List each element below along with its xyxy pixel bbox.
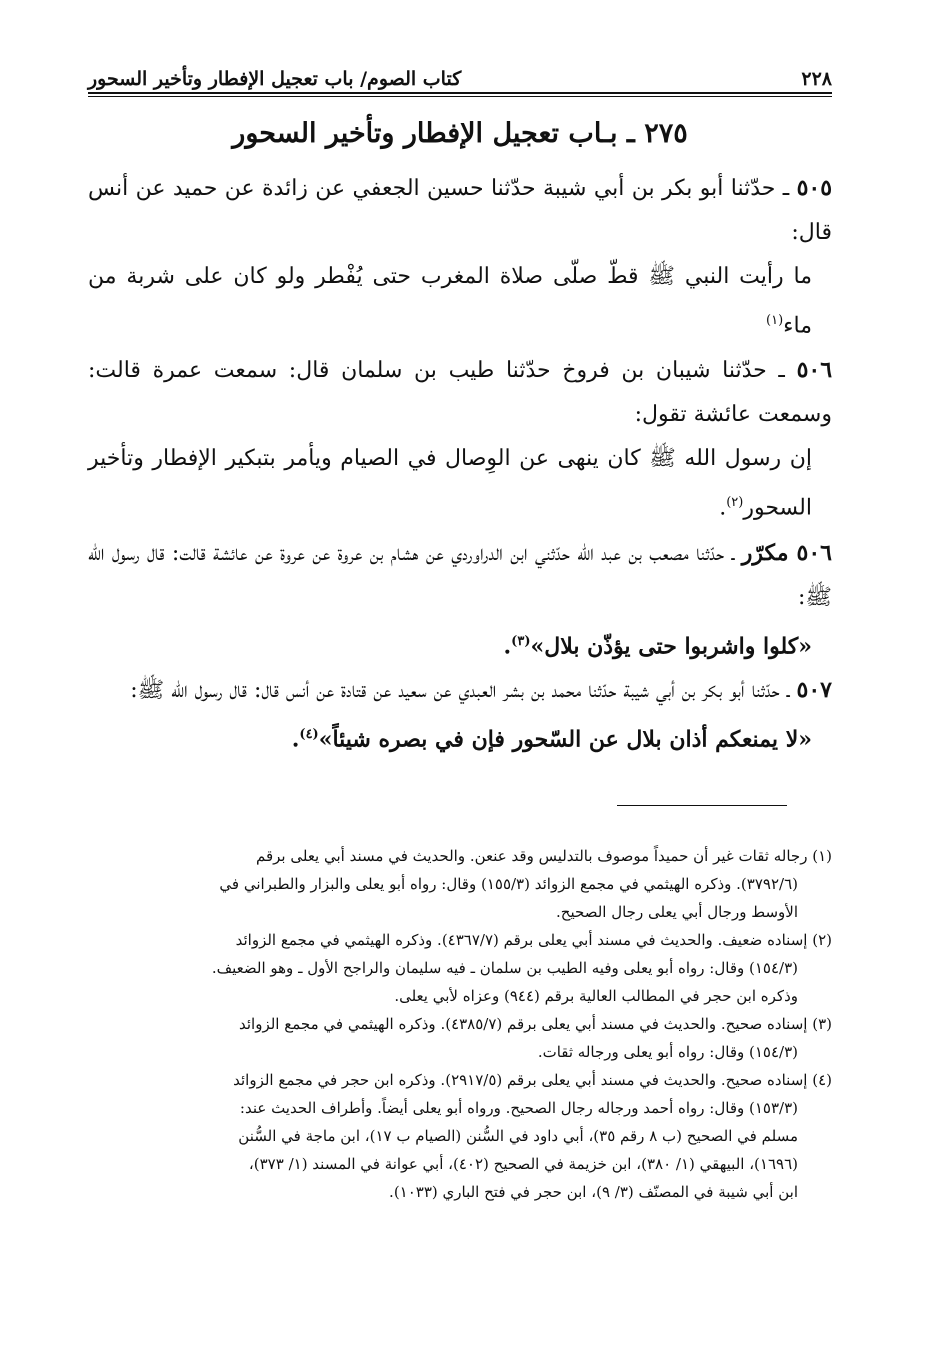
footnote-marker: (١) bbox=[812, 847, 832, 865]
footnote-line: (١٥٣/٣) وقال: رواه أحمد ورجاله رجال الصحيح. ورواه أبو يعلى أيضاً. وأطراف الحديث عند: bbox=[239, 1099, 798, 1117]
footnote-line: وذكره ابن حجر في المطالب العالية برقم (٩٤٤) وعزاه لأبي يعلى. bbox=[394, 987, 798, 1005]
footnote-marker: (٢) bbox=[812, 931, 832, 949]
isnad-text: ـ حدّثنا شيبان بن فروخ حدّثنا طيب بن سلمان قال: سمعت عمرة قالت: وسمعت عائشة تقول: bbox=[88, 358, 832, 428]
footnote-marker: (٣) bbox=[812, 1015, 832, 1033]
header-rule bbox=[88, 92, 832, 94]
footnote-line bbox=[88, 1066, 832, 1094]
running-title: كتاب الصوم/ باب تعجيل الإفطار وتأخير السحور bbox=[88, 68, 462, 90]
footnote-line: مسلم في الصحيح (ب ٨ رقم ٣٥)، أبي داود في السُّنن (الصيام ب ١٧)، ابن ماجة في السُّنن bbox=[238, 1127, 798, 1145]
hadith-number: ٥٠٥ bbox=[796, 175, 833, 201]
hadith-matn: إن رسول الله ﷺ كان ينهى عن الوِصال في الصيام ويأمر بتبكير الإفطار وتأخير السحور$^{(٢)}$. bbox=[88, 446, 812, 521]
hadith-isnad bbox=[88, 166, 832, 255]
footnote-ref[interactable]: (١) bbox=[766, 313, 784, 328]
running-header bbox=[88, 56, 832, 90]
main-text bbox=[88, 166, 832, 761]
footnote-line bbox=[88, 842, 832, 870]
footnote-text: إسناده صحيح. والحديث في مسند أبي يعلى برقم (٢٩١٧/٥). وذكره ابن حجر في مجمع الزوائد bbox=[233, 1071, 808, 1089]
hadith-isnad bbox=[88, 668, 832, 713]
header-rule-thin bbox=[88, 96, 832, 97]
hadith-isnad bbox=[88, 348, 832, 437]
footnote-separator bbox=[617, 805, 787, 806]
footnote-ref[interactable]: (٢) bbox=[726, 495, 744, 511]
footnote-line: (١٥٤/٣) وقال: رواه أبو يعلى ورجاله ثقات. bbox=[537, 1043, 798, 1061]
footnote-line: ابن أبي شيبة في المصنّف (٣/ ٩)، ابن حجر في فتح الباري (١٠٣٣). bbox=[389, 1183, 798, 1201]
footnote-text: إسناده صحيح. والحديث في مسند أبي يعلى برقم (٤٣٨٥/٧). وذكره الهيثمي في مجمع الزوائد bbox=[239, 1015, 808, 1033]
matn-text: ما رأيت النبي ﷺ قطّ صلّى صلاة المغرب حتى يُفْطر ولو كان على شربة من ماء bbox=[88, 264, 812, 339]
matn-text: «كلوا واشربوا حتى يؤذّن بلال» bbox=[530, 632, 812, 659]
footnote-line: الأوسط ورجال أبي يعلى رجال الصحيح. bbox=[556, 903, 798, 921]
matn-text: إن رسول الله ﷺ كان ينهى عن الوِصال في الصيام ويأمر بتبكير الإفطار وتأخير السحور bbox=[88, 446, 812, 521]
footnote-line: (١٥٤/٣) وقال: رواه أبو يعلى وفيه الطيب بن سلمان ـ فيه سليمان والراجح الأول ـ وهو الضعيف. bbox=[211, 959, 798, 977]
hadith-isnad bbox=[88, 531, 832, 620]
footnote-marker: (٤) bbox=[812, 1071, 832, 1089]
footnote-line bbox=[88, 926, 832, 954]
isnad-text: ـ حدّثنا مصعب بن عبد الله حدّثني ابن الدراوردي عن هشام بن عروة عن عروة عن عائشة قالت: قال رسول الله ﷺ: bbox=[88, 540, 832, 610]
hadith-number: ٥٠٧ bbox=[796, 676, 832, 703]
footnote-line bbox=[88, 1010, 832, 1038]
chapter-title: ٢٧٥ ـ بـاب تعجيل الإفطار وتأخير السحور bbox=[232, 118, 688, 149]
footnote-line: (١٦٩٦)، البيهقي (١/ ٣٨٠)، ابن خزيمة في الصحيح (٤٠٢)، أبي عوانة في المسند (١/ ٣٧٣)، bbox=[248, 1155, 798, 1173]
footnote-line: (٣٧٩٢/٦). وذكره الهيثمي في مجمع الزوائد (١٥٥/٣) وقال: رواه أبو يعلى والبزار والطبراني في bbox=[219, 875, 798, 893]
hadith-matn: «كلوا واشربوا حتى يؤذّن بلال»$^{(٣)}$. bbox=[503, 632, 812, 659]
hadith-number: ٥٠٦ مكرّر bbox=[741, 539, 832, 566]
hadith-matn bbox=[88, 255, 832, 348]
matn-text: «لا يمنعكم أذان بلال عن السّحور فإن في بصره شيئاً» bbox=[318, 726, 812, 753]
footnote-ref[interactable]: (٤) bbox=[299, 726, 319, 742]
footnote-text: رجاله ثقات غير أن حميداً موصوف بالتدليس وقد عنعن. والحديث في مسند أبي يعلى برقم bbox=[255, 847, 808, 865]
footnote-text: إسناده ضعيف. والحديث في مسند أبي يعلى برقم (٤٣٦٧/٧). وذكره الهيثمي في مجمع الزوائد bbox=[235, 931, 808, 949]
hadith-number: ٥٠٦ bbox=[796, 357, 833, 384]
page-number: ٢٢٨ bbox=[801, 68, 832, 90]
isnad-text: ـ حدّثنا أبو بكر بن أبي شيبة حدّثنا محمد بن بشر العبدي عن سعيد عن قتادة عن أنس قال: قال رسول الله ﷺ: bbox=[130, 677, 790, 703]
hadith-matn: «لا يمنعكم أذان بلال عن السّحور فإن في بصره شيئاً»$^{(٤)}$. bbox=[291, 726, 812, 753]
isnad-text: ـ حدّثنا أبو بكر بن أبي شيبة حدّثنا حسين الجعفي عن زائدة عن حميد عن أنس قال: bbox=[88, 176, 832, 245]
footnote-ref[interactable]: (٣) bbox=[511, 633, 531, 649]
footnotes bbox=[88, 842, 832, 1206]
